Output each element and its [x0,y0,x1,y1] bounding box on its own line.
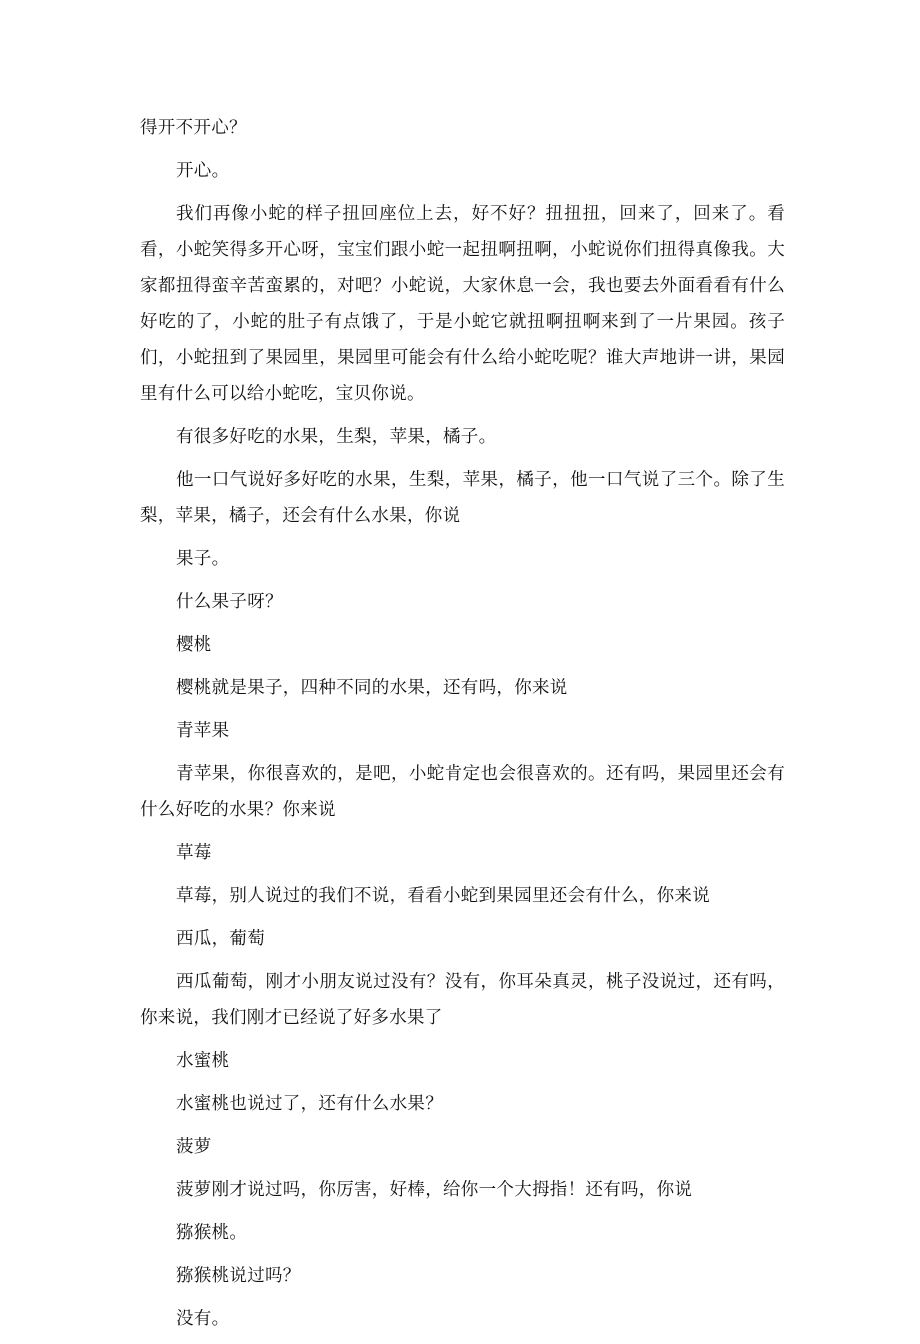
paragraph-14: 西瓜葡萄，刚才小朋友说过没有？没有，你耳朵真灵，桃子没说过，还有吗，你来说，我们刚才已经说了好多水果了 [140,972,785,1028]
paragraph-7: 樱桃 [176,635,212,655]
paragraph-12: 草莓，别人说过的我们不说，看看小蛇到果园里还会有什么，你来说 [176,886,710,906]
paragraph-13: 西瓜，葡萄 [176,929,265,949]
paragraph-20: 猕猴桃说过吗？ [176,1266,301,1286]
paragraph-15: 水蜜桃 [176,1051,230,1071]
paragraph-5: 果子。 [176,549,230,569]
paragraph-19: 猕猴桃。 [176,1223,248,1243]
paragraph-8: 樱桃就是果子，四种不同的水果，还有吗，你来说 [176,678,568,698]
paragraph-4: 他一口气说好多好吃的水果，生梨，苹果，橘子，他一口气说了三个。除了生梨，苹果，橘子，还会有什么水果，你说 [140,470,785,526]
paragraph-21: 没有。 [176,1309,230,1329]
paragraph-6: 什么果子呀？ [176,592,283,612]
document-body [140,110,785,1344]
paragraph-9: 青苹果 [176,721,230,741]
paragraph-10: 青苹果，你很喜欢的，是吧，小蛇肯定也会很喜欢的。还有吗，果园里还会有什么好吃的水果？你来说 [140,764,785,820]
paragraph-17: 菠萝 [176,1137,212,1157]
paragraph-18: 菠萝刚才说过吗，你厉害，好棒，给你一个大拇指！还有吗，你说 [176,1180,693,1200]
paragraph-3: 有很多好吃的水果，生梨，苹果，橘子。 [176,427,497,447]
paragraph-0: 得开不开心？ [140,118,247,138]
paragraph-2: 我们再像小蛇的样子扭回座位上去，好不好？扭扭扭，回来了，回来了。看看，小蛇笑得多开心呀，宝宝们跟小蛇一起扭啊扭啊，小蛇说你们扭得真像我。大家都扭得蛮辛苦蛮累的，对吧？小蛇说，大家休息一会，我也要去外面看看有什么好吃的了，小蛇的肚子有点饿了，于是小蛇它就扭啊扭啊来到了一片果园。孩子们，小蛇扭到了果园里，果园里可能会有什么给小蛇吃呢？谁大声地讲一讲，果园里有什么可以给小蛇吃，宝贝你说。 [140,204,785,404]
paragraph-16: 水蜜桃也说过了，还有什么水果？ [176,1094,443,1114]
paragraph-1: 开心。 [176,161,230,181]
paragraph-11: 草莓 [176,843,212,863]
